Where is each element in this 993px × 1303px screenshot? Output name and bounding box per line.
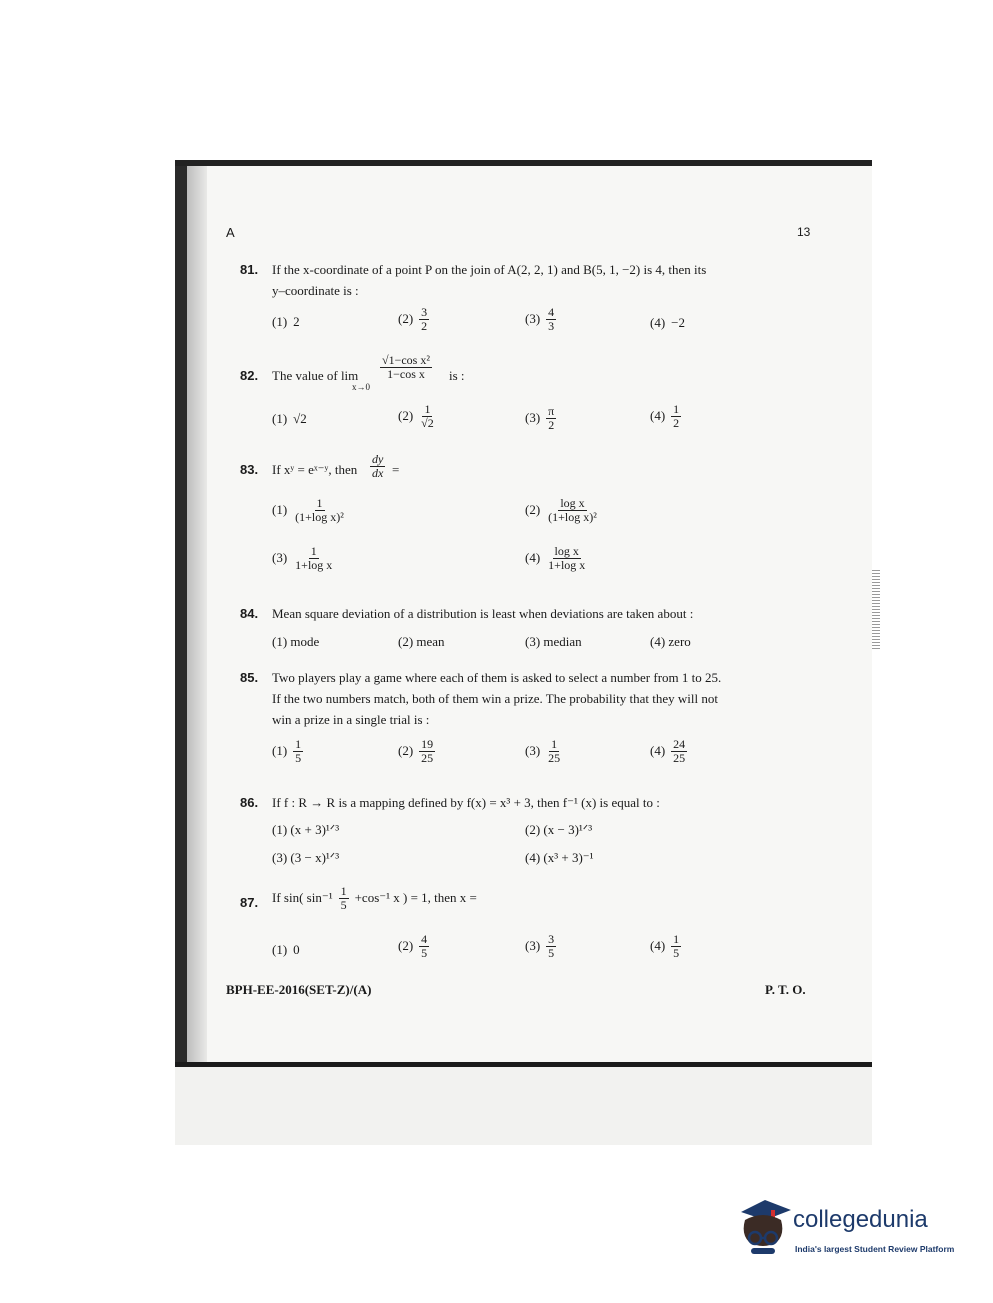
option-label: (3) (525, 311, 541, 327)
option-value: −2 (671, 315, 686, 330)
denominator: (1+log x)² (548, 509, 597, 524)
denominator: 1+log x (295, 557, 333, 572)
question-text: If f : R → R is a mapping defined by f(x) = x³ + 3, then f⁻¹ (x) is equal to : (272, 795, 660, 810)
option-label: (2) (525, 502, 541, 518)
numerator: 1 (673, 932, 680, 946)
option-label: (3) (525, 743, 541, 759)
limit-fraction (380, 354, 432, 380)
numerator: 4 (421, 932, 428, 946)
numerator: 3 (421, 305, 428, 319)
fraction (293, 497, 346, 523)
numerator: 1 (424, 402, 431, 416)
option-1: (1) (x + 3)¹ᐟ³ (272, 822, 340, 837)
denominator: 2 (548, 417, 555, 432)
fraction (546, 933, 556, 959)
option-label: (3) (272, 550, 288, 566)
limit-prefix: The value of lim (272, 368, 359, 383)
numerator: 4 (548, 305, 555, 319)
question-number: 82. (240, 368, 259, 383)
numerator: log x (554, 544, 579, 558)
fraction (293, 738, 303, 764)
option-3 (272, 545, 334, 571)
option-4 (650, 738, 687, 764)
option-label: (1) (272, 743, 288, 759)
numerator: 3 (548, 932, 555, 946)
option-2 (525, 497, 599, 523)
numerator: 1 (551, 737, 558, 751)
scan-edge-ticks (872, 570, 880, 650)
option-3 (525, 933, 556, 959)
equals-sign: = (392, 462, 400, 477)
option-value: √2 (293, 411, 307, 426)
fraction (546, 306, 556, 332)
derivative (370, 453, 385, 479)
question-text-line: If the two numbers match, both of them win a prize. The probability that they will not (272, 691, 718, 706)
denominator: 5 (673, 945, 680, 960)
numerator: √1−cos x² (382, 353, 430, 367)
option-label: (2) (398, 743, 414, 759)
denominator: 1+log x (548, 557, 586, 572)
page-number: 13 (797, 225, 811, 239)
collegedunia-logo (735, 1198, 965, 1268)
numerator: 19 (421, 737, 434, 751)
fraction (419, 306, 429, 332)
option-4 (650, 403, 681, 429)
option-label: (1) (272, 411, 288, 426)
option-1 (272, 314, 300, 330)
fraction (339, 885, 349, 911)
option-1 (272, 411, 307, 427)
expression-suffix: +cos⁻¹ x ) = 1, then x = (354, 890, 477, 906)
denominator: 1−cos x (387, 366, 425, 381)
question-number: 81. (240, 262, 259, 277)
denominator: 2 (673, 415, 680, 430)
fraction (546, 738, 562, 764)
option-2 (398, 403, 436, 429)
option-1 (272, 738, 303, 764)
question-number: 84. (240, 606, 259, 621)
option-3 (525, 405, 556, 431)
option-2: (2) (x − 3)¹ᐟ³ (525, 822, 593, 837)
denominator: 25 (548, 750, 561, 765)
question-text (272, 368, 358, 384)
denominator: 25 (673, 750, 686, 765)
option-1: (1) mode (272, 634, 320, 649)
brand-name: collegedunia (793, 1206, 928, 1233)
fraction (370, 453, 385, 479)
fraction (671, 933, 681, 959)
numerator: 1 (340, 884, 347, 898)
question-text: Mean square deviation of a distribution is least when deviations are taken about : (272, 606, 694, 621)
question-text-line: If the x-coordinate of a point P on the join of A(2, 2, 1) and B(5, 1, −2) is 4, then its (272, 262, 707, 277)
mascot-icon (735, 1198, 793, 1260)
set-label: A (226, 225, 235, 240)
option-3: (3) median (525, 634, 582, 649)
option-4 (650, 933, 681, 959)
denominator: 5 (340, 897, 347, 912)
denominator: 5 (295, 750, 302, 765)
option-3: (3) (3 − x)¹ᐟ³ (272, 850, 340, 865)
denominator: dx (372, 465, 384, 480)
denominator: √2 (421, 415, 434, 430)
question-number: 85. (240, 670, 259, 685)
option-label: (3) (525, 410, 541, 426)
numerator: 1 (673, 402, 680, 416)
option-label: (1) (272, 314, 288, 329)
fraction (671, 403, 681, 429)
fraction (293, 545, 334, 571)
numerator: 1 (295, 737, 302, 751)
option-2: (2) mean (398, 634, 445, 649)
denominator: 25 (421, 750, 434, 765)
option-label: (4) (650, 408, 666, 424)
option-1 (272, 942, 300, 958)
option-label: (3) (525, 938, 541, 954)
fraction (671, 738, 687, 764)
question-text-tail: is : (449, 368, 465, 383)
expression-prefix: If sin( sin⁻¹ (272, 890, 333, 906)
question-text-line: y–coordinate is : (272, 283, 359, 298)
option-4: (4) zero (650, 634, 691, 649)
brand-tagline: India's largest Student Review Platform (795, 1244, 955, 1254)
scan-fold-shadow (187, 166, 207, 1066)
numerator: 24 (673, 737, 686, 751)
option-label: (4) (525, 550, 541, 566)
denominator: (1+log x)² (295, 509, 344, 524)
option-2 (398, 933, 429, 959)
scan-top-edge (175, 160, 872, 166)
option-4: (4) (x³ + 3)⁻¹ (525, 850, 594, 865)
option-4 (650, 315, 685, 331)
scan-bottom-edge (175, 1062, 872, 1145)
question-text-line: win a prize in a single trial is : (272, 712, 430, 727)
fraction (546, 405, 556, 431)
numerator: π (548, 404, 555, 418)
option-value: 0 (293, 942, 300, 957)
denominator: 5 (421, 945, 428, 960)
fraction (380, 354, 432, 380)
numerator: log x (560, 496, 585, 510)
fraction (419, 933, 429, 959)
option-value: 2 (293, 314, 300, 329)
denominator: 5 (548, 945, 555, 960)
fraction (546, 545, 587, 571)
paper-code: BPH-EE-2016(SET-Z)/(A) (226, 982, 372, 997)
question-text-line: Two players play a game where each of them is asked to select a number from 1 to 25. (272, 670, 722, 685)
fraction (419, 738, 435, 764)
option-label: (1) (272, 502, 288, 518)
option-1 (272, 497, 346, 523)
option-label: (4) (650, 315, 666, 330)
question-text: If xʸ = eˣ⁻ʸ, then (272, 462, 358, 477)
question-number: 87. (240, 895, 259, 910)
numerator: 1 (316, 496, 323, 510)
option-2 (398, 738, 435, 764)
option-3 (525, 306, 556, 332)
question-text (272, 885, 477, 911)
numerator: dy (372, 452, 384, 466)
option-label: (2) (398, 311, 414, 327)
denominator: 2 (421, 318, 428, 333)
pto-label: P. T. O. (765, 982, 806, 997)
option-label: (4) (650, 743, 666, 759)
option-4 (525, 545, 587, 571)
option-label: (2) (398, 938, 414, 954)
option-3 (525, 738, 562, 764)
denominator: 3 (548, 318, 555, 333)
fraction (546, 497, 599, 523)
question-number: 83. (240, 462, 259, 477)
question-number: 86. (240, 795, 259, 810)
option-label: (4) (650, 938, 666, 954)
option-label: (2) (398, 408, 414, 424)
option-label: (1) (272, 942, 288, 957)
scan-left-shadow (175, 160, 187, 1140)
limit-subscript: x→0 (352, 382, 370, 392)
option-2 (398, 306, 429, 332)
fraction (419, 403, 436, 429)
numerator: 1 (310, 544, 317, 558)
